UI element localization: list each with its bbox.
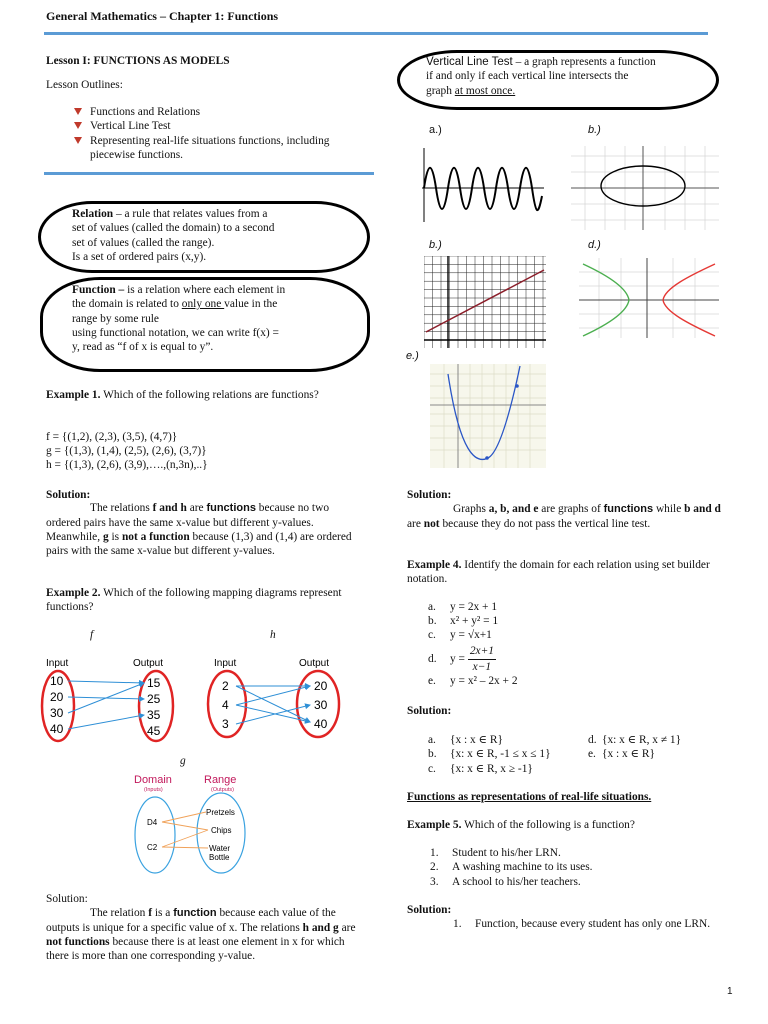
f-input: 30 — [50, 706, 64, 720]
g-domain-oval — [135, 797, 175, 873]
item-number: 2. — [430, 861, 439, 874]
f-arrows — [68, 681, 144, 729]
f-output: 45 — [147, 724, 161, 738]
solution-bold: function — [173, 907, 217, 919]
vlt-text: graph — [426, 84, 455, 97]
diagram-f-label: f — [90, 629, 94, 641]
h-output: 20 — [314, 679, 328, 693]
outline-item: Functions and Relations — [66, 105, 366, 119]
g-domain-item: C2 — [147, 843, 158, 852]
example2-question — [46, 586, 366, 615]
item-letter: c. — [428, 762, 436, 775]
solution-text: Graphs — [453, 503, 489, 515]
function-text: the domain is related to — [72, 298, 182, 311]
real-life-heading: Functions as representations of real-life situations. — [407, 791, 652, 803]
example5-item: Student to his/her LRN. — [452, 847, 561, 859]
fraction — [468, 644, 496, 674]
example5-answer — [453, 917, 728, 931]
vlt-definition — [426, 55, 716, 98]
solution-text: because there is at least one element in x for which there is more than one corresponding y-value. — [46, 936, 345, 963]
solution-text: are — [186, 502, 207, 514]
answer: {x : x ∈ R} — [450, 734, 503, 746]
example4-question — [407, 558, 729, 587]
vlt-text: if and only if each vertical line intersects the — [426, 70, 629, 83]
function-text: y, read as “f of x is equal to y”. — [72, 341, 214, 353]
mapping-diagram-h — [200, 656, 350, 744]
diagram-h-label: h — [270, 629, 276, 641]
relation-f: f = {(1,2), (2,3), (3,5), (4,7)} — [46, 431, 178, 443]
example4-items — [428, 600, 688, 688]
vlt-term: Vertical Line Test — [426, 56, 513, 68]
g-domain-item: D4 — [147, 818, 158, 827]
f-input: 10 — [50, 674, 64, 688]
graph-d-label: d.) — [588, 239, 601, 251]
solution-text: are graphs of — [538, 503, 604, 515]
item-letter: b. — [428, 748, 437, 761]
graph-a-label: a.) — [429, 124, 442, 136]
relation-text: – a rule that relates values from a — [113, 208, 268, 220]
equation: x² + y² = 1 — [450, 615, 499, 627]
example4-text: Identify the domain for each relation using set builder notation. — [407, 559, 710, 586]
f-input: 40 — [50, 722, 64, 736]
item-letter: d. — [428, 652, 437, 665]
page-header: General Mathematics – Chapter 1: Functions — [46, 9, 279, 23]
graph-b-label: b.) — [588, 124, 601, 136]
function-text: range by some rule — [72, 312, 159, 325]
example1-solution — [46, 501, 366, 559]
item-letter: b. — [428, 615, 437, 627]
solution-text: because they do not pass the vertical line test. — [439, 517, 651, 530]
lesson-outlines-label: Lesson Outlines: — [46, 79, 123, 91]
lesson-title: Lesson I: FUNCTIONS AS MODELS — [46, 55, 230, 67]
solution-bold: g — [102, 531, 109, 543]
example4-solution-label: Solution: — [407, 705, 452, 717]
solution-text: The relation — [90, 907, 149, 919]
item-number: 1. — [430, 847, 439, 859]
function-definition — [72, 283, 354, 354]
solution-bold: f and h — [152, 502, 187, 514]
h-output: 30 — [314, 698, 328, 712]
function-term: Function – — [72, 284, 125, 296]
answer: {x : x ∈ R} — [602, 748, 655, 761]
example3-solution — [407, 502, 729, 531]
item-letter: e. — [428, 675, 436, 687]
outline-item: Vertical Line Test — [66, 119, 366, 133]
h-output-label: Output — [299, 658, 330, 669]
f-output: 25 — [147, 692, 161, 706]
graph-e — [430, 364, 546, 468]
h-output: 40 — [314, 717, 328, 731]
header-rule — [44, 32, 708, 35]
item-letter: a. — [428, 734, 436, 746]
answer: {x: x ∈ R, x ≠ 1} — [602, 734, 682, 746]
example1-label: Example 1. — [46, 389, 101, 401]
relation-h: h = {(1,3), (2,6), (3,9),….,(n,3n),..} — [46, 459, 208, 471]
example5-item: A washing machine to its uses. — [452, 861, 593, 874]
equation: y = 2x + 1 — [450, 601, 498, 613]
example5-solution-label: Solution: — [407, 904, 452, 916]
fraction-denominator: x−1 — [472, 660, 492, 673]
solution-bold: functions — [603, 503, 654, 515]
f-output-label: Output — [133, 658, 164, 669]
example5-label: Example 5. — [407, 819, 462, 831]
g-domain-label: Domain — [134, 774, 172, 786]
item-letter: c. — [428, 629, 436, 641]
solution-bold: b and d — [684, 503, 721, 515]
g-domain-sub: (Inputs) — [144, 787, 163, 793]
example2-solution — [46, 906, 368, 964]
diagram-g-label: g — [180, 755, 186, 767]
graph-a — [418, 146, 546, 224]
example1-solution-label: Solution: — [46, 489, 91, 501]
solution-bold: functions — [206, 502, 256, 514]
item-letter: d. — [588, 734, 597, 746]
solution-text: is a — [152, 907, 174, 919]
example5-question — [407, 818, 635, 832]
equation: y = x² – 2x + 2 — [450, 675, 518, 687]
g-range-item: Chips — [211, 826, 232, 835]
solution-bold: h and g — [302, 921, 339, 934]
solution-bold: not functions — [46, 936, 110, 948]
example4-answers-right — [588, 733, 681, 762]
solution-text: are — [407, 517, 424, 530]
mapping-diagram-g — [120, 770, 270, 874]
vlt-text-underlined: at most once. — [454, 84, 516, 97]
solution-text: is — [108, 531, 122, 543]
example5-item: A school to his/her teachers. — [452, 875, 581, 888]
example3-solution-label: Solution: — [407, 489, 452, 501]
answer: {x: x ∈ R, -1 ≤ x ≤ 1} — [450, 748, 551, 761]
function-text-underlined: only one — [181, 298, 225, 311]
function-text: value in the — [224, 298, 278, 311]
f-output: 15 — [147, 676, 161, 690]
example1-question — [46, 388, 356, 402]
relation-definition — [72, 207, 352, 264]
f-output: 35 — [147, 708, 161, 722]
solution-text: while — [653, 503, 685, 515]
vlt-text: – a graph represents a function — [512, 56, 656, 68]
example4-answers-left — [428, 733, 551, 776]
relation-text: Is a set of ordered pairs (x,y). — [72, 250, 207, 263]
function-text: is a relation where each element in — [124, 284, 286, 296]
solution-bold: a, b, and e — [488, 503, 539, 515]
graph-b2-label: b.) — [429, 239, 442, 251]
mapping-diagram-f — [36, 656, 186, 744]
solution-text: because each value of the outputs is unique for a specific value of x. The relations — [46, 907, 336, 934]
equation: y = √x+1 — [450, 629, 492, 641]
graph-b-ellipse — [571, 146, 719, 230]
item-letter: a. — [428, 601, 436, 613]
example5-text: Which of the following is a function? — [461, 819, 635, 831]
example2-solution-label: Solution: — [46, 893, 88, 905]
item-letter: e. — [588, 748, 596, 761]
section-rule — [44, 172, 374, 175]
f-input: 20 — [50, 690, 64, 704]
graph-b-line — [424, 256, 546, 348]
function-text: using functional notation, we can write f(x) = — [72, 326, 279, 339]
graph-d — [579, 258, 719, 338]
example1-text: Which of the following relations are functions? — [100, 389, 319, 401]
answer-text: Function, because every student has only one LRN. — [475, 918, 711, 930]
g-range-item: Water Bottle — [209, 844, 231, 862]
solution-bold: f — [148, 907, 152, 919]
solution-text: The relations — [90, 502, 153, 514]
outline-item: Representing real-life situations functions, including piecewise functions. — [66, 134, 366, 163]
lesson-outline-list — [66, 105, 366, 162]
solution-bold: not a function — [121, 531, 190, 543]
h-input: 2 — [222, 679, 229, 693]
graph-e-label: e.) — [406, 350, 419, 362]
relation-term: Relation — [72, 208, 114, 220]
solution-text: because (1,3) and (1,4) are ordered pairs with the same x-value but different y-values. — [46, 531, 352, 558]
h-input: 3 — [222, 717, 229, 731]
relation-text: set of values (called the domain) to a second — [72, 222, 275, 235]
g-arrows — [162, 812, 208, 848]
item-number: 3. — [430, 875, 439, 888]
solution-bold: not — [423, 517, 440, 530]
f-input-label: Input — [46, 658, 69, 669]
solution-text: are — [338, 921, 356, 934]
fraction-numerator: 2x+1 — [468, 644, 496, 659]
example5-items — [430, 846, 592, 889]
h-input-label: Input — [214, 658, 237, 669]
g-range-label: Range — [204, 774, 237, 786]
answer-number: 1. — [453, 918, 462, 930]
relation-g: g = {(1,3), (1,4), (2,5), (2,6), (3,7)} — [46, 445, 207, 457]
example2-label: Example 2. — [46, 587, 101, 599]
answer: {x: x ∈ R, x ≥ -1} — [450, 762, 533, 775]
solution-text: because no two ordered pairs have the same x-value but different y-values. Meanwhile, — [46, 502, 330, 543]
relation-text: set of values (called the range). — [72, 236, 215, 249]
example4-label: Example 4. — [407, 559, 462, 571]
g-range-sub: (Outputs) — [211, 787, 234, 793]
equation: y = — [450, 652, 468, 665]
g-range-item: Pretzels — [206, 808, 235, 817]
example2-text: Which of the following mapping diagrams represent functions? — [46, 587, 342, 614]
h-input: 4 — [222, 698, 229, 712]
page-number: 1 — [727, 986, 733, 997]
